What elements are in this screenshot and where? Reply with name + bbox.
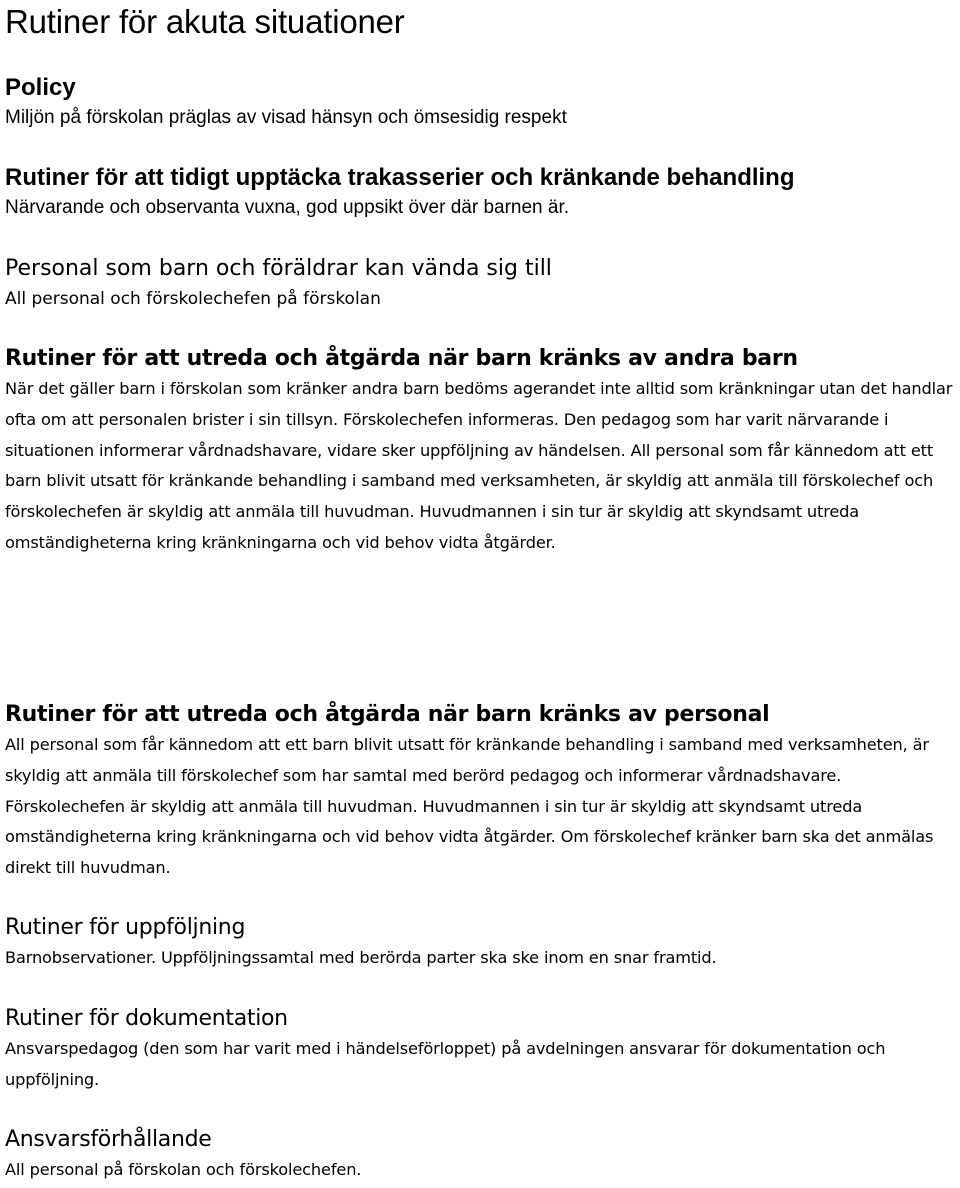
section-utreda-personal [5,700,955,884]
section-body: Närvarande och observanta vuxna, god uppsikt över där barnen är. [5,197,570,218]
section-heading: Ansvarsförhållande [5,1127,212,1152]
section-body: All personal och förskolechefen på förskolan [5,289,381,309]
section-heading: Rutiner för att utreda och åtgärda när barn kränks av andra barn [5,346,798,371]
section-heading: Personal som barn och föräldrar kan vända sig till [5,256,552,281]
section-heading: Policy [5,74,76,101]
section-body: All personal som får kännedom att ett barn blivit utsatt för kränkande behandling i samband med verksamheten, är skyldig att anmäla till förskolechef som har samtal med berörd pedagog och informerar vårdnadshavare. Förskolechefen är skyldig att anmäla till huvudman. Huvudmannen i sin tur är skyldig att skyndsamt utreda omständigheterna kring kränkningarna och vid behov vidta åtgärder. Om förskolechef kränker barn ska det anmälas direkt till huvudman. [5,735,934,878]
section-heading: Rutiner för dokumentation [5,1006,288,1031]
section-upptacka [5,163,955,223]
section-body: Barnobservationer. Uppföljningssamtal med berörda parter ska ske inom en snar framtid. [5,948,717,967]
section-ansvar [5,1125,955,1186]
section-dokumentation [5,1004,955,1096]
section-heading: Rutiner för uppföljning [5,915,246,940]
section-uppfoljning [5,913,955,974]
section-body: När det gäller barn i förskolan som kränker andra barn bedöms agerandet inte alltid som kränkningar utan det handlar ofta om att personalen brister i sin tillsyn. Förskolechefen informeras. Den pedagog som har varit närvarande i situationen informerar vårdnadshavare, vidare sker uppföljning av händelsen. All personal som får kännedom att ett barn blivit utsatt för kränkande behandling i samband med verksamheten, är skyldig att anmäla till förskolechef och förskolechefen är skyldig att anmäla till huvudman. Huvudmannen i sin tur är skyldig att skyndsamt utreda omständigheterna kring kränkningarna och vid behov vidta åtgärder. [5,379,953,552]
section-body: Ansvarspedagog (den som har varit med i händelseförloppet) på avdelningen ansvarar för dokumentation och uppföljning. [5,1039,886,1089]
section-body: Miljön på förskolan präglas av visad hänsyn och ömsesidig respekt [5,107,567,128]
document-title: Rutiner för akuta situationer [5,3,405,40]
section-heading: Rutiner för att utreda och åtgärda när barn kränks av personal [5,702,770,727]
section-utreda-barn [5,344,955,559]
section-body: All personal på förskolan och förskolechefen. [5,1160,362,1179]
section-heading: Rutiner för att tidigt upptäcka trakasserier och kränkande behandling [5,164,795,191]
section-policy [5,73,955,133]
section-personal-vanda [5,254,955,314]
